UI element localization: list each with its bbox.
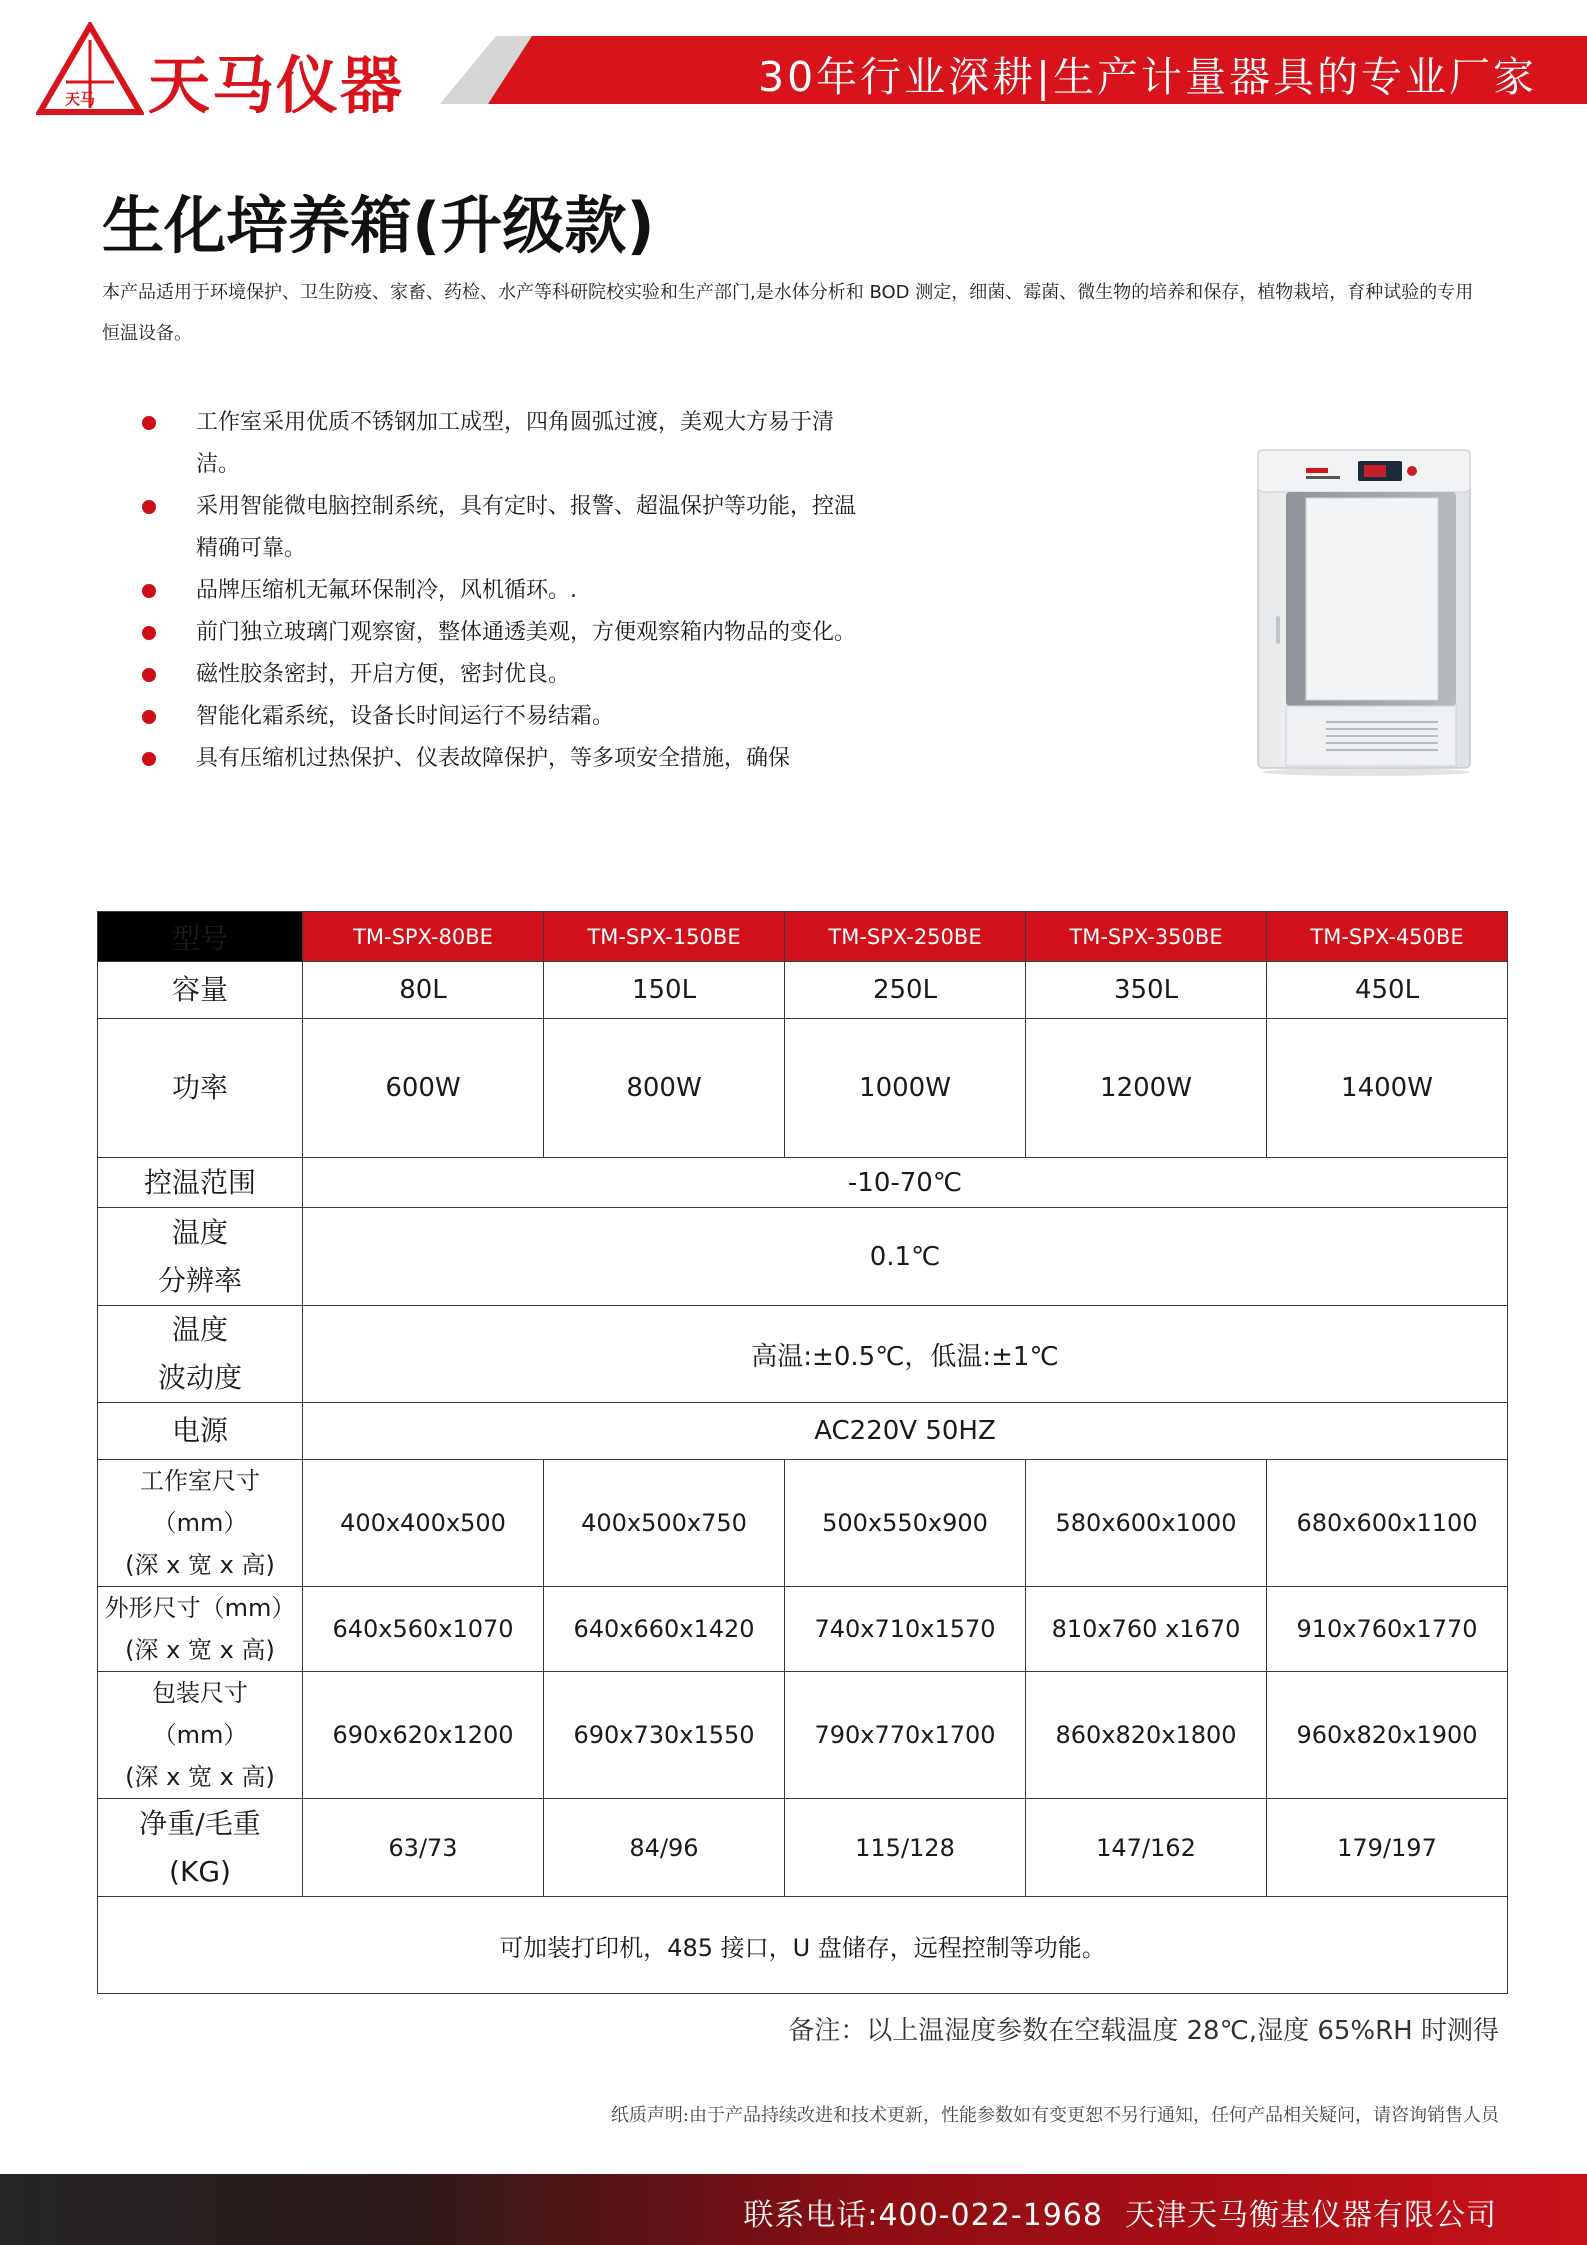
- row-label: 温度 波动度: [98, 1306, 303, 1403]
- table-cell: -10-70℃: [303, 1158, 1508, 1208]
- outer-size-row: [98, 1587, 1508, 1672]
- table-cell: 800W: [544, 1019, 785, 1158]
- resolution-row: [98, 1208, 1508, 1306]
- table-cell: 680x600x1100: [1267, 1460, 1508, 1587]
- bullet-icon: [142, 416, 156, 430]
- options-row: [98, 1897, 1508, 1994]
- brand-name: 天马仪器: [148, 49, 405, 122]
- feature-item: 前门独立玻璃门观察窗，整体通透美观，方便观察箱内物品的变化。: [140, 612, 860, 654]
- feature-item: 智能化霜系统，设备长时间运行不易结霜。: [140, 696, 860, 738]
- product-image: [1248, 446, 1478, 776]
- bullet-icon: [142, 752, 156, 766]
- table-cell: 63/73: [303, 1799, 544, 1897]
- company-name: 天津天马衡基仪器有限公司: [1125, 2198, 1497, 2233]
- table-cell: 115/128: [785, 1799, 1026, 1897]
- feature-list: [140, 402, 860, 780]
- fluctuation-row: [98, 1306, 1508, 1403]
- slogan-banner: [440, 36, 1587, 104]
- row-label: 温度 分辨率: [98, 1208, 303, 1306]
- chamber-size-row: [98, 1460, 1508, 1587]
- table-cell: 690x730x1550: [544, 1672, 785, 1799]
- logo-mark-text: 天马: [65, 90, 96, 108]
- model-label-cell: 型号: [98, 912, 303, 962]
- bullet-icon: [142, 668, 156, 682]
- table-header-row: [98, 912, 1508, 962]
- bullet-icon: [142, 626, 156, 640]
- disclaimer-text: 纸质声明:由于产品持续改进和技术更新，性能参数如有变更恕不另行通知，任何产品相关疑问，请咨询销售人员: [610, 2105, 1499, 2126]
- model-header-cell: TM-SPX-450BE: [1267, 912, 1508, 962]
- power-row: [98, 1019, 1508, 1158]
- brand-logo: [36, 22, 436, 122]
- weight-row: [98, 1799, 1508, 1897]
- table-cell: 640x560x1070: [303, 1587, 544, 1672]
- footer-contact: [721, 2190, 1497, 2234]
- row-label: 控温范围: [98, 1158, 303, 1208]
- table-cell: 810x760 x1670: [1026, 1587, 1267, 1672]
- table-cell: 150L: [544, 962, 785, 1019]
- feature-item: 品牌压缩机无氟环保制冷，风机循环。.: [140, 570, 860, 612]
- table-cell: 860x820x1800: [1026, 1672, 1267, 1799]
- package-size-row: [98, 1672, 1508, 1799]
- feature-item: 采用智能微电脑控制系统，具有定时、报警、超温保护等功能，控温精确可靠。: [140, 486, 860, 570]
- feature-item: 工作室采用优质不锈钢加工成型，四角圆弧过渡，美观大方易于清洁。: [140, 402, 860, 486]
- row-label: 包装尺寸 （mm） (深 x 宽 x 高): [98, 1672, 303, 1799]
- table-cell: 1000W: [785, 1019, 1026, 1158]
- incubator-illustration: [1248, 446, 1478, 776]
- table-cell: 179/197: [1267, 1799, 1508, 1897]
- row-label: 净重/毛重 (KG): [98, 1799, 303, 1897]
- table-cell: AC220V 50HZ: [303, 1403, 1508, 1460]
- capacity-row: [98, 962, 1508, 1019]
- table-cell: 1200W: [1026, 1019, 1267, 1158]
- temp-range-row: [98, 1158, 1508, 1208]
- model-header-cell: TM-SPX-80BE: [303, 912, 544, 962]
- page-title: 生化培养箱(升级款): [102, 189, 655, 262]
- feature-item: 具有压缩机过热保护、仪表故障保护，等多项安全措施，确保: [140, 738, 860, 780]
- row-label: 工作室尺寸 （mm） (深 x 宽 x 高): [98, 1460, 303, 1587]
- phone-number: 联系电话:400-022-1968: [743, 2198, 1103, 2233]
- model-header-cell: TM-SPX-150BE: [544, 912, 785, 962]
- table-cell: 350L: [1026, 962, 1267, 1019]
- table-cell: 0.1℃: [303, 1208, 1508, 1306]
- options-note: 可加装打印机，485 接口，U 盘储存，远程控制等功能。: [98, 1897, 1508, 1994]
- table-cell: 600W: [303, 1019, 544, 1158]
- table-cell: 高温:±0.5℃，低温:±1℃: [303, 1306, 1508, 1403]
- row-label: 电源: [98, 1403, 303, 1460]
- spec-table: [97, 911, 1508, 1994]
- table-cell: 910x760x1770: [1267, 1587, 1508, 1672]
- power-supply-row: [98, 1403, 1508, 1460]
- table-cell: 580x600x1000: [1026, 1460, 1267, 1587]
- table-cell: 640x660x1420: [544, 1587, 785, 1672]
- model-header-cell: TM-SPX-350BE: [1026, 912, 1267, 962]
- table-cell: 450L: [1267, 962, 1508, 1019]
- table-cell: 250L: [785, 962, 1026, 1019]
- slogan-text: 30年行业深耕|生产计量器具的专业厂家: [758, 53, 1537, 101]
- table-cell: 80L: [303, 962, 544, 1019]
- remark-text: 备注：以上温湿度参数在空载温度 28℃,湿度 65%RH 时测得: [788, 2016, 1499, 2046]
- page-footer: [0, 2174, 1587, 2245]
- intro-paragraph: 本产品适用于环境保护、卫生防疫、家畜、药检、水产等科研院校实验和生产部门,是水体分析和 BOD 测定，细菌、霉菌、微生物的培养和保存，植物栽培，育种试验的专用恒温设备。: [102, 282, 1474, 344]
- bullet-icon: [142, 710, 156, 724]
- table-cell: 147/162: [1026, 1799, 1267, 1897]
- bullet-icon: [142, 584, 156, 598]
- feature-item: 磁性胶条密封，开启方便，密封优良。: [140, 654, 860, 696]
- triangle-logo-icon: [36, 22, 144, 118]
- table-cell: 84/96: [544, 1799, 785, 1897]
- table-cell: 690x620x1200: [303, 1672, 544, 1799]
- table-cell: 960x820x1900: [1267, 1672, 1508, 1799]
- table-cell: 500x550x900: [785, 1460, 1026, 1587]
- table-cell: 740x710x1570: [785, 1587, 1026, 1672]
- table-cell: 400x500x750: [544, 1460, 785, 1587]
- table-cell: 400x400x500: [303, 1460, 544, 1587]
- row-label: 功率: [98, 1019, 303, 1158]
- model-header-cell: TM-SPX-250BE: [785, 912, 1026, 962]
- page-header: [0, 0, 1587, 128]
- table-cell: 790x770x1700: [785, 1672, 1026, 1799]
- row-label: 容量: [98, 962, 303, 1019]
- row-label: 外形尺寸（mm） (深 x 宽 x 高): [98, 1587, 303, 1672]
- table-cell: 1400W: [1267, 1019, 1508, 1158]
- bullet-icon: [142, 500, 156, 514]
